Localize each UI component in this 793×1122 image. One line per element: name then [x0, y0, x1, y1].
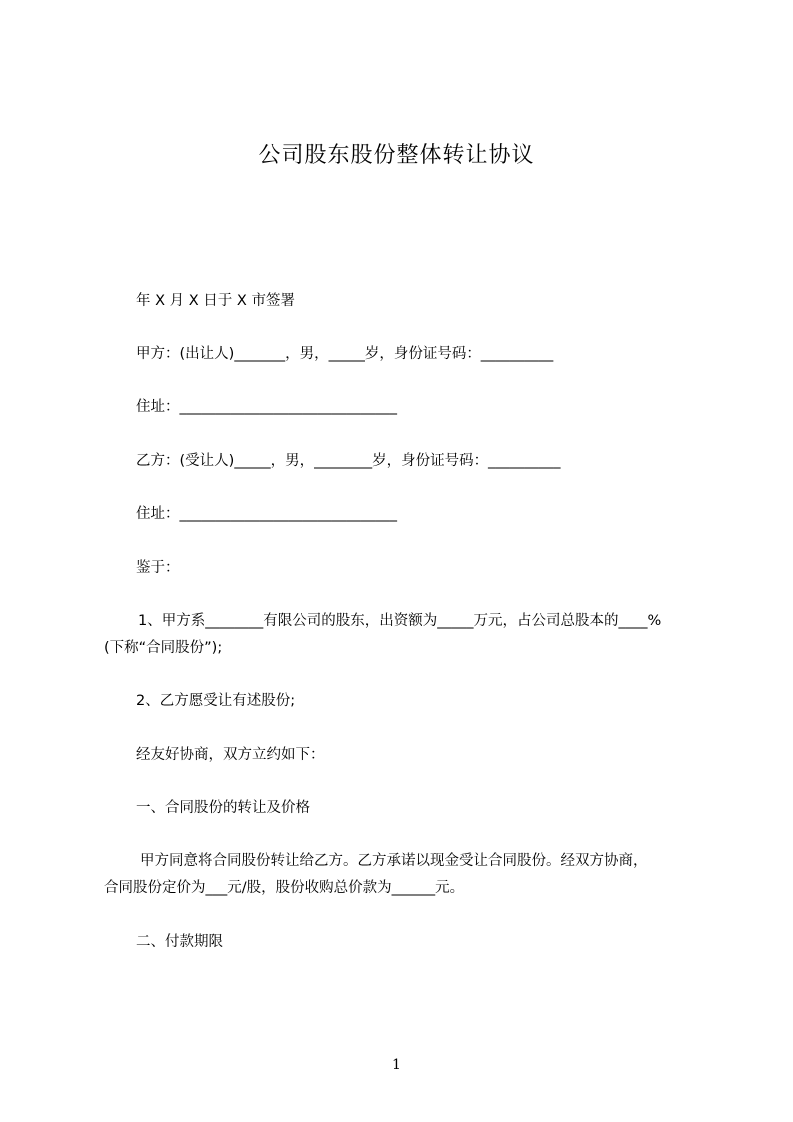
recital-1-line-2: (下称“合同股份”);	[104, 640, 223, 656]
party-a-address-line: 住址：______________________________	[136, 399, 397, 415]
document-title: 公司股东股份整体转让协议	[258, 143, 535, 168]
section-1-line-2: 合同股份定价为___元/股，股份收购总价款为______元。	[104, 880, 465, 896]
page-number: 1	[392, 1057, 401, 1073]
recital-1-line-1: 1、甲方系________有限公司的股东，出资额为_____万元，占公司总股本的____%	[138, 613, 662, 629]
section-1-line-1: 甲方同意将合同股份转让给乙方。乙方承诺以现金受让合同股份。经双方协商，	[140, 853, 648, 869]
party-b-address-line: 住址：______________________________	[136, 506, 397, 522]
party-a-line: 甲方：(出让人)_______，男，_____岁，身份证号码：__________	[136, 346, 554, 362]
agreement-intro: 经友好协商，双方立约如下：	[136, 747, 325, 763]
party-b-line: 乙方：(受让人)_____，男，________岁，身份证号码：__________	[136, 453, 561, 469]
signing-date-line: 年 X 月 X 日于 X 市签署	[136, 293, 295, 309]
recital-2: 2、乙方愿受让有述股份;	[136, 693, 296, 709]
section-2-heading: 二、付款期限	[136, 934, 223, 950]
section-1-heading: 一、合同股份的转让及价格	[136, 800, 310, 816]
whereas-heading: 鉴于：	[136, 560, 180, 576]
